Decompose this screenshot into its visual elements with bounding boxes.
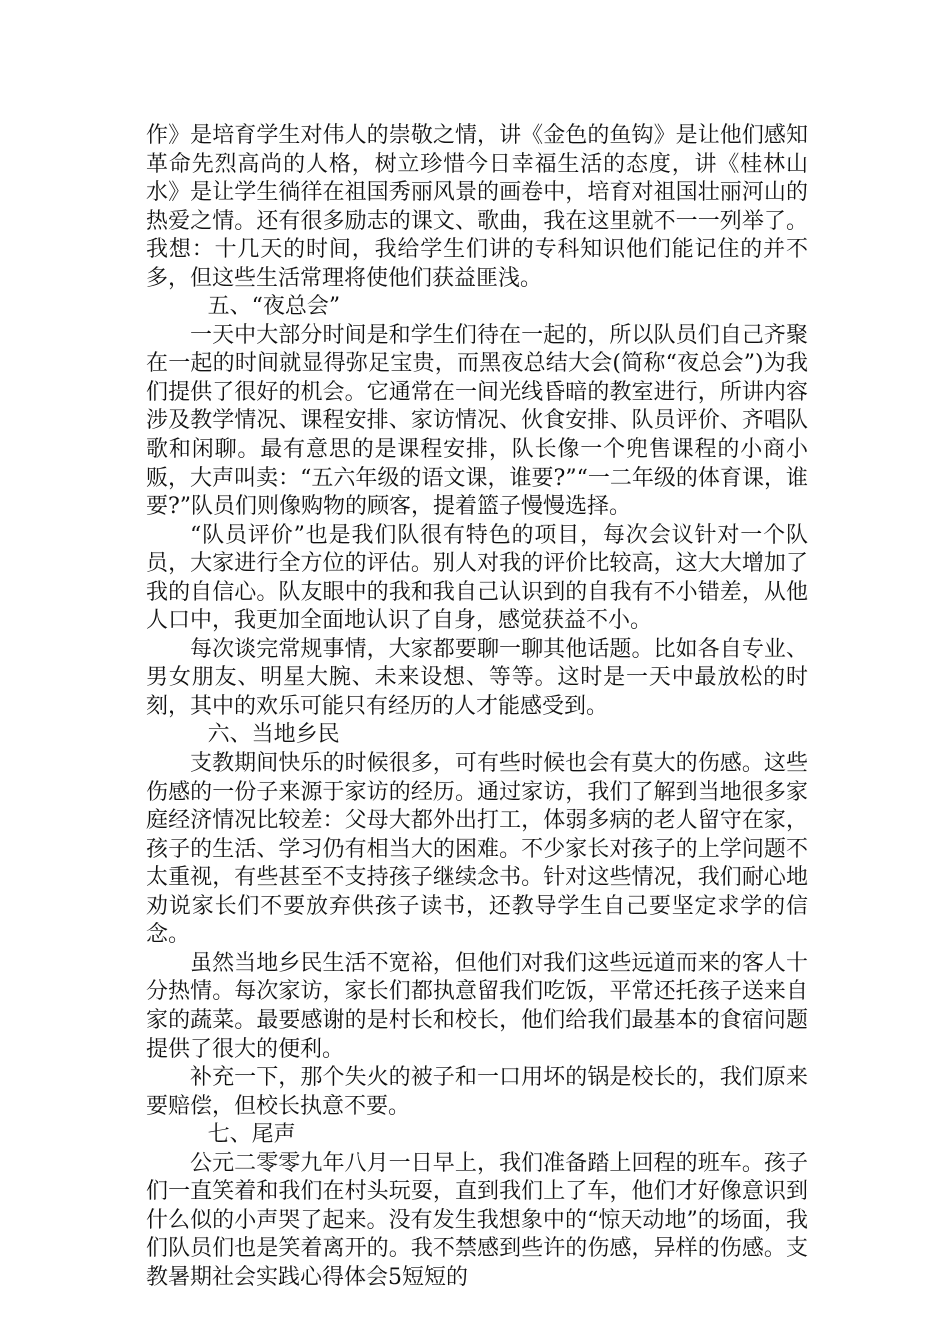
paragraph: 支教期间快乐的时候很多，可有些时候也会有莫大的伤感。这些伤感的一份子来源于家访的经历。通过家访，我们了解到当地很多家庭经济情况比较差：父母大都外出打工，体弱多病的老人留守在家，孩子的生活、学习仍有相当大的困难。不少家长对孩子的上学问题不太重视，有些甚至不支持孩子继续念书。针对这些情况，我们耐心地劝说家长们不要放弃供孩子读书，还教导学生自己要坚定求学的信念。 <box>146 751 808 948</box>
paragraph: 每次谈完常规事情，大家都要聊一聊其他话题。比如各自专业、男女朋友、明星大腕、未来设想、等等。这时是一天中最放松的时刻，其中的欢乐可能只有经历的人才能感受到。 <box>146 636 808 719</box>
section-heading-5: 五、“夜总会” <box>207 294 341 320</box>
paragraph: 一天中大部分时间是和学生们待在一起的，所以队员们自己齐聚在一起的时间就显得弥足宝贵，而黑夜总结大会(简称“夜总会”)为我们提供了很好的机会。它通常在一间光线昏暗的教室进行，所讲内容涉及教学情况、课程安排、家访情况、伙食安排、队员评价、齐唱队歌和闲聊。最有意思的是课程安排，队长像一个兜售课程的小商小贩，大声叫卖：“五六年级的语文课，谁要?”“一二年级的体育课，谁要?”队员们则像购物的顾客，提着篮子慢慢选择。 <box>146 322 808 520</box>
paragraph: “队员评价”也是我们队很有特色的项目，每次会议针对一个队员，大家进行全方位的评估。别人对我的评价比较高，这大大增加了我的自信心。队友眼中的我和我自己认识到的自我有不小错差，从他人口中，我更加全面地认识了自身，感觉获益不小。 <box>146 522 808 634</box>
section-heading-6: 六、当地乡民 <box>207 722 340 748</box>
document-body <box>146 122 808 1292</box>
paragraph: 公元二零零九年八月一日早上，我们准备踏上回程的班车。孩子们一直笑着和我们在村头玩耍，直到我们上了车，他们才好像意识到什么似的小声哭了起来。没有发生我想象中的“惊天动地”的场面，我们队员们也是笑着离开的。我不禁感到些许的伤感，异样的伤感。支教暑期社会实践心得体会5短短的 <box>146 1150 808 1290</box>
paragraph: 虽然当地乡民生活不宽裕，但他们对我们这些远道而来的客人十分热情。每次家访，家长们都执意留我们吃饭，平常还托孩子送来自家的蔬菜。最要感谢的是村长和校长，他们给我们最基本的食宿问题提供了很大的便利。 <box>146 950 808 1062</box>
section-heading-7: 七、尾声 <box>207 1122 296 1148</box>
paragraph: 补充一下，那个失火的被子和一口用坏的锅是校长的，我们原来要赔偿，但校长执意不要。 <box>146 1065 808 1119</box>
paragraph-continued: 作》是培育学生对伟人的崇敬之情，讲《金色的鱼钩》是让他们感知革命先烈高尚的人格，树立珍惜今日幸福生活的态度，讲《桂林山水》是让学生徜徉在祖国秀丽风景的画卷中，培育对祖国壮丽河山的热爱之情。还有很多励志的课文、歌曲，我在这里就不一一列举了。我想：十几天的时间，我给学生们讲的专科知识他们能记住的并不多，但这些生活常理将使他们获益匪浅。 <box>146 123 808 291</box>
